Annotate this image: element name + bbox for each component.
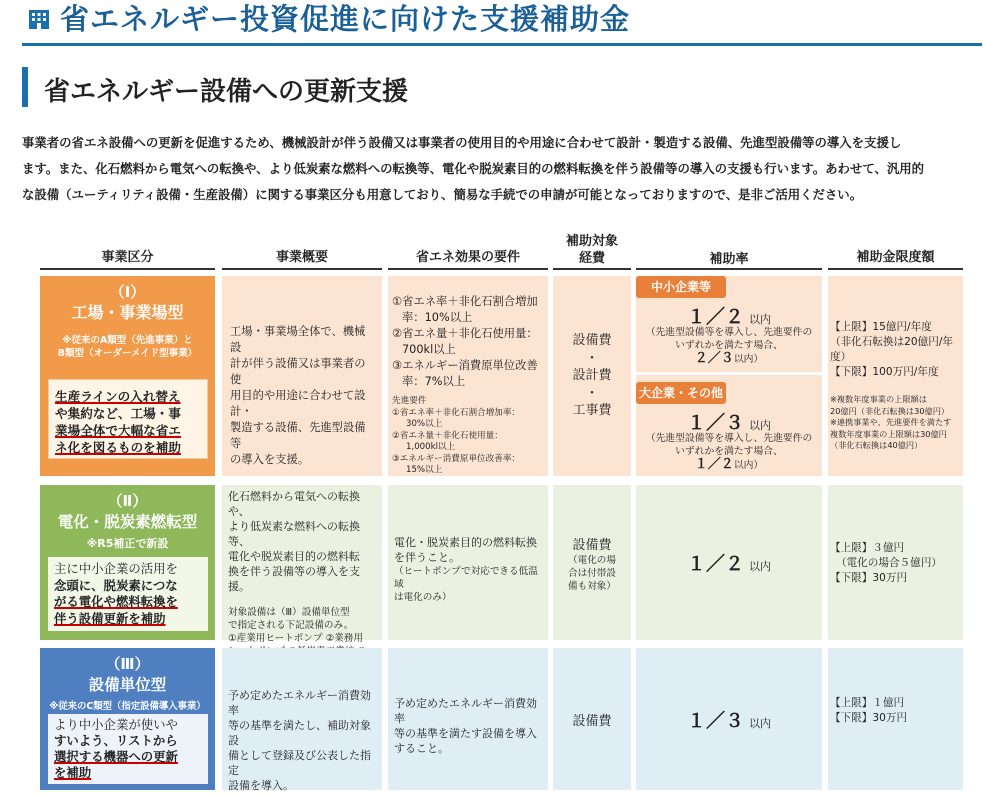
large-rate2-suffix: 以内） bbox=[733, 460, 764, 471]
row1-yoken-line: 700kl以上 bbox=[402, 343, 456, 356]
row3-yoken bbox=[388, 648, 548, 790]
row2-box-line: 伴う設備更新を補助 bbox=[54, 610, 166, 626]
row1-gaiyo bbox=[222, 276, 382, 476]
row1-yoken-small-line: ①省エネ率＋非化石割合増加率： bbox=[392, 407, 521, 418]
col-divider bbox=[388, 268, 548, 270]
row2-gendo-line: 【上限】３億円 bbox=[830, 542, 905, 554]
row3-box-line: より中小企業が使いや bbox=[54, 717, 178, 732]
row1-box-line: 生産ラインの入れ替え bbox=[55, 389, 181, 404]
row1-keihi-line: 設備費 bbox=[572, 333, 612, 348]
row2-ritsu bbox=[636, 485, 822, 640]
intro-line: な設備（ユーティリティ設備・生産設備）に関する事業区分も用意しており、簡易な手続での申請が可能となっておりますので、是非ご活用ください。 bbox=[22, 187, 863, 202]
section-title: 省エネルギー設備への更新支援 bbox=[44, 77, 409, 107]
row1-gaiyo-line: 計が伴う設備又は事業者の使 bbox=[230, 357, 366, 386]
row1-yoken-small-line: ③エネルギー消費原単位改善率： bbox=[392, 453, 521, 464]
row1-yoken-line: ③エネルギー消費原単位改善 bbox=[392, 359, 538, 372]
row1-yoken-small-line: ②省エネ量＋非化石使用量： bbox=[392, 430, 503, 441]
row3-name: 設備単位型 bbox=[88, 676, 167, 694]
row1-gendo-line: 【上限】15億円/年度 bbox=[830, 321, 932, 333]
col-divider bbox=[222, 268, 382, 270]
row3-gendo-line: 【下限】30万円 bbox=[830, 712, 908, 724]
row1-summary-box bbox=[48, 379, 208, 459]
row1-gendo-small-line: 複数年度事業の上限額は30億円 bbox=[830, 428, 947, 439]
row1-box-line: や集約など、工場・事 bbox=[55, 406, 181, 421]
row2-gaiyo-line: 換を伴う設備等の導入を支援。 bbox=[228, 565, 360, 593]
row1-gendo-line: （非化石転換は20億円/年度） bbox=[830, 336, 953, 363]
row2-yoken bbox=[388, 485, 548, 640]
row3-keihi: 設備費 bbox=[553, 648, 631, 790]
row1-number: （Ⅰ） bbox=[109, 283, 146, 301]
row1-yoken-line: 率：7%以上 bbox=[402, 375, 466, 388]
row2-rate: １／２ bbox=[686, 553, 744, 575]
large-rate: １／３ bbox=[686, 412, 744, 434]
row1-gendo-small-line: ※複数年度事業の上限額は bbox=[830, 394, 927, 404]
row1-gendo-small-line: ※連携事業や、先進要件を満たす bbox=[830, 417, 952, 427]
row1-category bbox=[40, 276, 215, 476]
row1-keihi-line: ・ bbox=[585, 350, 599, 366]
row2-yoken-line: を伴うこと。 bbox=[394, 551, 460, 564]
row1-ritsu bbox=[636, 276, 822, 476]
row3-box-line: すいよう、リストから bbox=[54, 733, 178, 748]
row1-yoken-line: ①省エネ率＋非化石割合増加 bbox=[392, 295, 538, 308]
row1-box-line: 業場全体で大幅な省エ bbox=[55, 423, 181, 438]
row1-note bbox=[40, 334, 215, 360]
row3-rate-suffix: 以内 bbox=[749, 717, 772, 730]
col-header-keihi-1: 補助対象 bbox=[565, 234, 618, 249]
row1-yoken bbox=[388, 276, 548, 476]
row2-box-line: 主に中小企業の活用を bbox=[54, 561, 178, 576]
col-header-kubun: 事業区分 bbox=[101, 250, 154, 265]
sme-tag: 中小企業等 bbox=[636, 276, 726, 298]
row3-gaiyo-line: 設備を導入。 bbox=[228, 779, 294, 792]
row1-gendo bbox=[828, 276, 963, 476]
row2-gaiyo-small-line: ①産業用ヒートポンプ ②業務用 bbox=[228, 633, 363, 644]
large-rate2: １／２ bbox=[694, 457, 734, 472]
row1-keihi-line: 工事費 bbox=[572, 403, 612, 418]
sme-rate-line bbox=[636, 302, 822, 329]
large-tag: 大企業・その他 bbox=[636, 382, 726, 404]
page-title: 省エネルギー投資促進に向けた支援補助金 bbox=[60, 2, 631, 36]
section-bar bbox=[22, 67, 28, 107]
row2-rate-suffix: 以内 bbox=[749, 560, 772, 573]
row1-gaiyo-line: の導入を支援。 bbox=[230, 453, 310, 466]
row2-yoken-line: 電化・脱炭素目的の燃料転換 bbox=[394, 536, 537, 549]
row1-gaiyo-line: 製造する設備、先進型設備等 bbox=[230, 421, 366, 450]
row2-name: 電化・脱炭素燃転型 bbox=[57, 513, 198, 531]
row3-gendo-line: 【上限】１億円 bbox=[830, 697, 905, 709]
row1-keihi bbox=[553, 276, 631, 476]
row2-gaiyo-small-line: で指定される下記設備のみ。 bbox=[228, 620, 354, 631]
row3-gaiyo-line: 等の基準を満たし、補助対象設 bbox=[228, 719, 371, 747]
page-header bbox=[22, 0, 982, 45]
row1-yoken-small-line: 15%以上 bbox=[406, 465, 443, 475]
row3-gaiyo-line: 備として登録及び公表した指定 bbox=[228, 749, 371, 777]
col-header-yoken: 省エネ効果の要件 bbox=[415, 250, 520, 265]
col-divider bbox=[553, 268, 631, 270]
intro-line: ます。また、化石燃料から電気への転換や、より低炭素な燃料への転換等、電化や脱炭素目的の燃料転換を伴う設備等の導入の支援も行います。あわせて、汎用的 bbox=[22, 161, 925, 176]
row1-gendo-line: 【下限】100万円/年度 bbox=[830, 366, 939, 378]
row2-box-line: 念頭に、脱炭素につな bbox=[54, 577, 178, 593]
col-divider bbox=[40, 268, 215, 270]
sme-note-line: （先進型設備等を導入し、先進要件の bbox=[645, 327, 813, 338]
row2-keihi-small-line: 合は付帯設 bbox=[568, 568, 616, 579]
row2-box-line: がる電化や燃料転換を bbox=[54, 594, 178, 609]
row2-gaiyo bbox=[222, 485, 382, 644]
row2-gendo-line: （電化の場合５億円） bbox=[836, 557, 942, 569]
row3-gendo bbox=[828, 648, 963, 790]
building-icon bbox=[28, 8, 50, 30]
row1-keihi-line: 設計費 bbox=[572, 368, 612, 383]
row2-gaiyo-line: より低炭素な燃料への転換等、 bbox=[228, 520, 360, 548]
row3-box-line: 選択する機器への更新 bbox=[54, 749, 178, 764]
row1-keihi-line: ・ bbox=[585, 385, 599, 401]
row3-number: （Ⅲ） bbox=[105, 655, 150, 673]
large-note-line: いずれかを満たす場合、 bbox=[675, 446, 783, 457]
row1-gaiyo-line: 工場・事業場全体で、機械設 bbox=[230, 325, 366, 354]
row2-keihi bbox=[553, 485, 631, 640]
row2-keihi-small-line: 備も対象） bbox=[568, 581, 616, 592]
row2-yoken-small-line: （ヒートポンプで対応できる低温域 bbox=[394, 566, 538, 590]
row1-yoken-line: ②省エネ量＋非化石使用量： bbox=[392, 327, 538, 340]
row2-keihi-main: 設備費 bbox=[572, 538, 612, 553]
row2-note: ※R5補正で新設 bbox=[86, 537, 169, 550]
ritsu-separator bbox=[636, 372, 822, 375]
row1-gendo-small-line: 20億円（非化石転換は30億円） bbox=[830, 405, 950, 416]
sme-note bbox=[636, 326, 822, 366]
row2-yoken-small-line: は電化のみ） bbox=[394, 592, 452, 603]
row1-box-line: ネ化を図るものを補助 bbox=[55, 440, 181, 455]
sme-rate: １／２ bbox=[686, 306, 744, 328]
sme-note-line: いずれかを満たす場合、 bbox=[675, 340, 783, 351]
col-divider bbox=[828, 268, 963, 270]
row3-category bbox=[40, 648, 215, 790]
row1-gaiyo-line: 用目的や用途に合わせて設計・ bbox=[230, 389, 366, 418]
col-header-keihi bbox=[553, 234, 631, 266]
row3-gaiyo bbox=[222, 648, 382, 790]
row3-yoken-line: 等の基準を満たす設備を導入 bbox=[394, 727, 537, 740]
row1-yoken-small-line: 30%以上 bbox=[406, 419, 443, 429]
col-header-ritsu: 補助率 bbox=[709, 252, 749, 267]
row1-yoken-small-line: 1,000kl以上 bbox=[406, 442, 456, 452]
col-header-gaiyo: 事業概要 bbox=[275, 250, 328, 265]
row1-yoken-small-line: 先進要件 bbox=[392, 396, 427, 406]
row1-name: 工場・事業場型 bbox=[71, 303, 184, 322]
row3-summary-box bbox=[48, 714, 208, 784]
row3-ritsu bbox=[636, 648, 822, 790]
row3-gaiyo-line: 予め定めたエネルギー消費効率 bbox=[228, 689, 371, 717]
col-header-gendo: 補助金限度額 bbox=[856, 250, 935, 265]
row3-yoken-line: 予め定めたエネルギー消費効率 bbox=[394, 697, 537, 725]
intro-line: 事業者の省エネ設備への更新を促進するため、機械設計が伴う設備又は事業者の使用目的や用途に合わせて設計・製造する設備、先進型設備等の導入を支援し bbox=[22, 135, 902, 150]
row2-keihi-small-line: （電化の場 bbox=[568, 555, 616, 566]
row2-gaiyo-small-line: 対象設備は（Ⅲ）設備単位型 bbox=[228, 607, 350, 618]
sme-rate2-suffix: 以内） bbox=[733, 354, 764, 365]
row3-note: ※従来のC類型（指定設備導入事業） bbox=[49, 701, 206, 712]
intro-text bbox=[22, 130, 967, 208]
row2-gendo bbox=[828, 485, 963, 640]
row2-gendo-line: 【下限】30万円 bbox=[830, 572, 908, 584]
sme-rate-suffix: 以内 bbox=[749, 313, 772, 326]
row3-yoken-line: すること。 bbox=[394, 742, 449, 755]
large-note bbox=[636, 432, 822, 472]
col-header-keihi-2: 経費 bbox=[578, 251, 605, 266]
row1-note-1: ※従来のA類型（先進事業）と bbox=[62, 335, 193, 346]
large-note-line: （先進型設備等を導入し、先進要件の bbox=[645, 433, 813, 444]
row2-number: （Ⅱ） bbox=[107, 492, 148, 510]
row1-note-2: B類型（オーダーメイド型事業） bbox=[57, 348, 198, 359]
large-rate-line bbox=[636, 408, 822, 435]
row1-yoken-line: 率：10%以上 bbox=[402, 311, 473, 324]
row2-gaiyo-line: 電化や脱炭素目的の燃料転 bbox=[228, 550, 360, 563]
col-divider bbox=[636, 268, 822, 270]
row1-gendo-small-line: （非化石転換は40億円） bbox=[830, 440, 923, 450]
sme-rate2: ２／３ bbox=[694, 351, 734, 366]
row3-rate: １／３ bbox=[686, 710, 744, 732]
large-rate-suffix: 以内 bbox=[749, 419, 772, 432]
row2-gaiyo-line: 化石燃料から電気への転換や、 bbox=[228, 490, 360, 518]
row3-box-line: を補助 bbox=[54, 765, 92, 780]
header-divider bbox=[22, 43, 982, 46]
row2-summary-box bbox=[48, 557, 208, 631]
row2-category bbox=[40, 485, 215, 640]
